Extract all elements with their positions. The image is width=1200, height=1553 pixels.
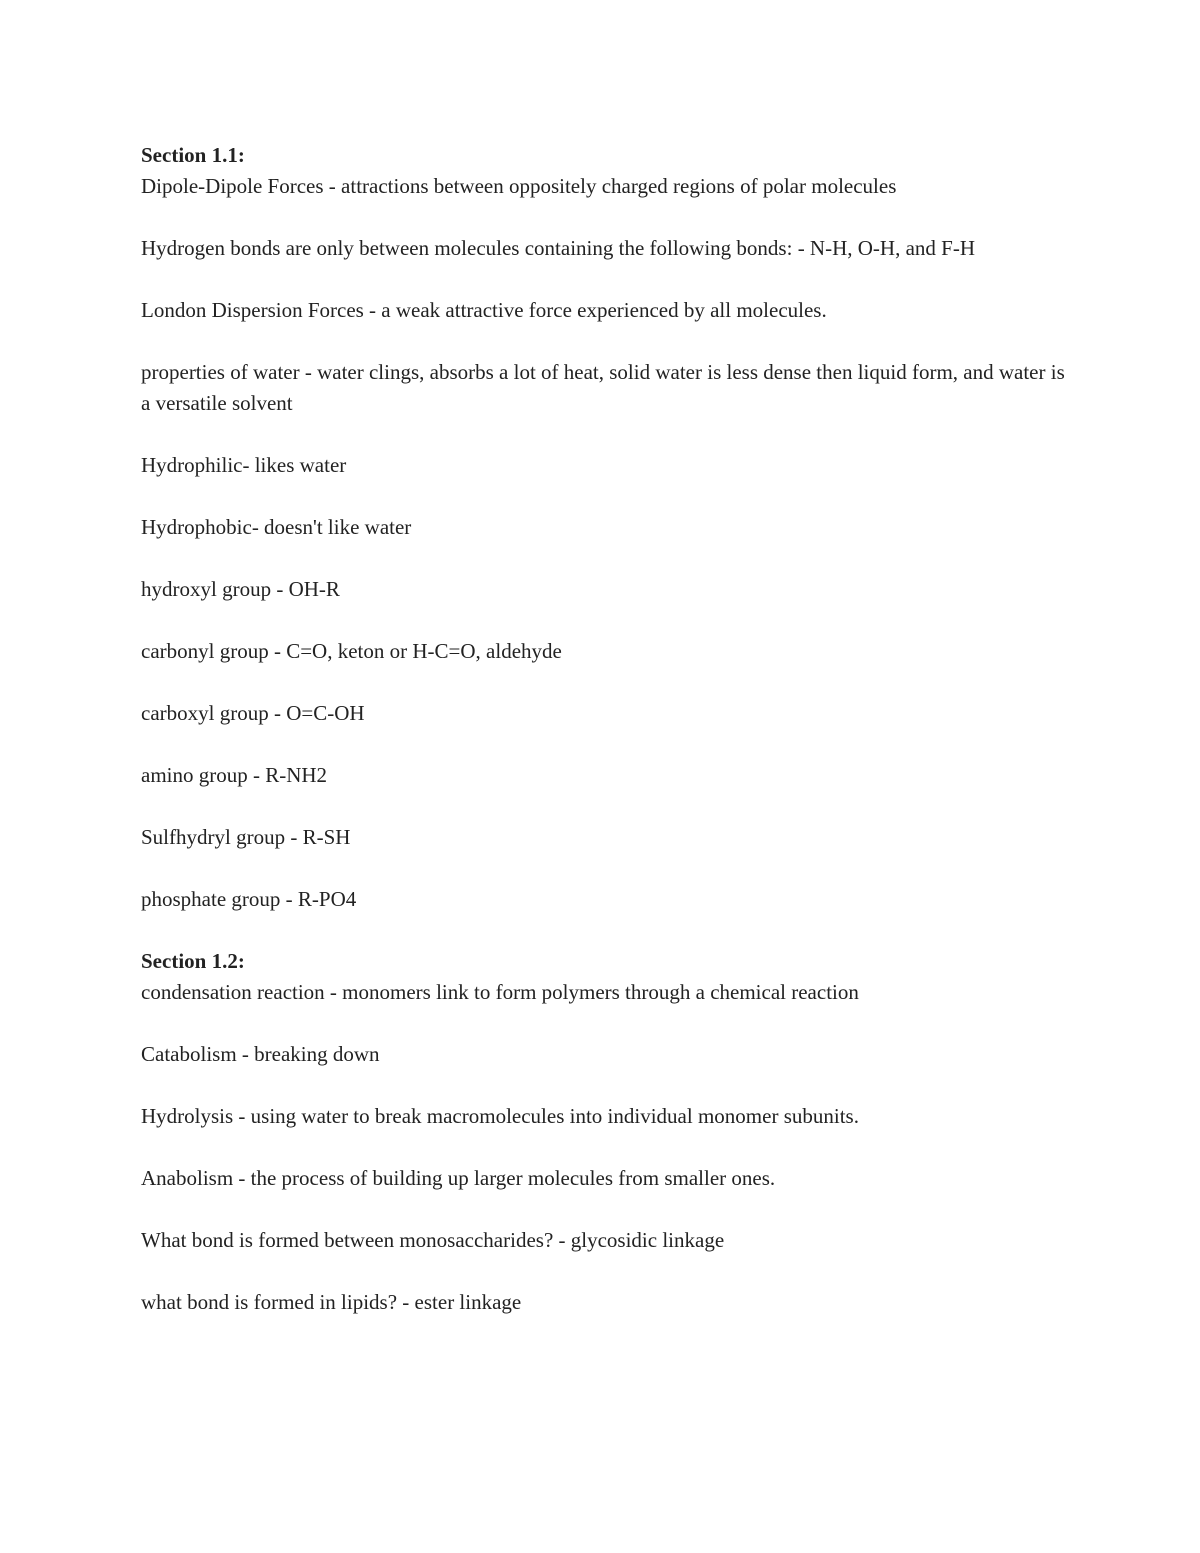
section-heading: Section 1.1: [141,143,245,167]
note-entry: properties of water - water clings, absorbs a lot of heat, solid water is less dense then liquid form, and water is a versatile solvent [141,360,1065,415]
note-entry: London Dispersion Forces - a weak attractive force experienced by all molecules. [141,298,827,322]
note-entry: Anabolism - the process of building up larger molecules from smaller ones. [141,1166,776,1190]
note-entry: phosphate group - R-PO4 [141,887,357,911]
note-entry: hydroxyl group - OH-R [141,577,340,601]
note-entry: Catabolism - breaking down [141,1042,380,1066]
document-page [141,140,1071,1349]
note-entry: what bond is formed in lipids? - ester linkage [141,1290,522,1314]
note-entry: Dipole-Dipole Forces - attractions between oppositely charged regions of polar molecules [141,174,897,198]
note-entry: Hydrophobic- doesn't like water [141,515,412,539]
note-entry: carbonyl group - C=O, keton or H-C=O, aldehyde [141,639,562,663]
note-entry: What bond is formed between monosaccharides? - glycosidic linkage [141,1228,725,1252]
note-entry: Sulfhydryl group - R-SH [141,825,351,849]
note-entry: amino group - R-NH2 [141,763,328,787]
note-entry: Hydrogen bonds are only between molecules containing the following bonds: - N-H, O-H, and F-H [141,236,975,260]
note-entry: condensation reaction - monomers link to form polymers through a chemical reaction [141,980,859,1004]
section-1-2 [141,946,1071,1318]
section-1-1 [141,140,1071,915]
note-entry: Hydrolysis - using water to break macromolecules into individual monomer subunits. [141,1104,859,1128]
note-entry: Hydrophilic- likes water [141,453,347,477]
section-heading: Section 1.2: [141,949,245,973]
note-entry: carboxyl group - O=C-OH [141,701,365,725]
